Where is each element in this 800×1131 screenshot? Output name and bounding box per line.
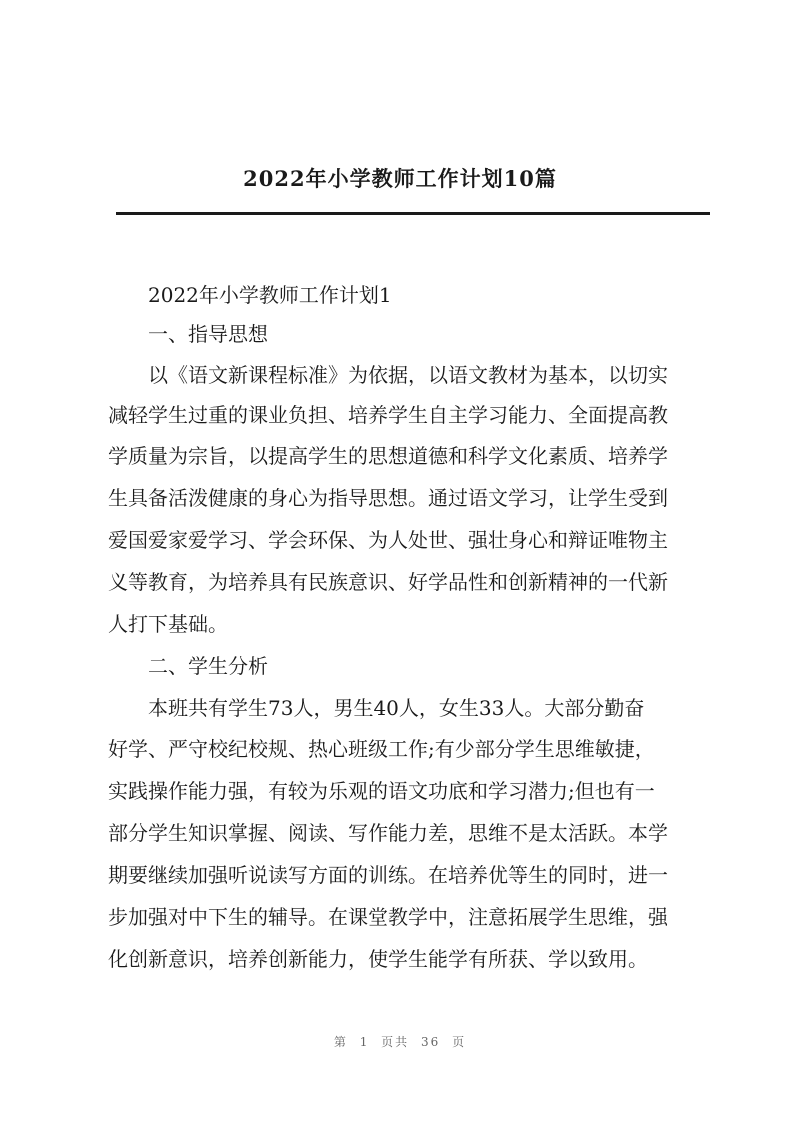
- paragraph-line: 好学、严守校纪校规、热心班级工作;有少部分学生思维敏捷，: [108, 737, 655, 761]
- paragraph-line: 化创新意识，培养创新能力，使学生能学有所获、学以致用。: [108, 947, 648, 971]
- paragraph-line: 生具备活泼健康的身心为指导思想。通过语文学习，让学生受到: [108, 486, 668, 510]
- paragraph-line: 本班共有学生73人，男生40人，女生33人。大部分勤奋: [148, 696, 645, 720]
- paragraph-line: 期要继续加强听说读写方面的训练。在培养优等生的同时，进一: [108, 863, 668, 887]
- paragraph-line: 义等教育，为培养具有民族意识、好学品性和创新精神的一代新: [108, 570, 668, 594]
- page-number-footer: 第 1 页共 36 页: [333, 1035, 467, 1049]
- paragraph-line: 步加强对中下生的辅导。在课堂教学中，注意拓展学生思维，强: [108, 905, 668, 929]
- paragraph-line: 人打下基础。: [108, 612, 228, 636]
- heading-guiding-ideology: 一、指导思想: [148, 322, 268, 346]
- document-title: 2022年小学教师工作计划10篇: [243, 166, 557, 191]
- section-title: 2022年小学教师工作计划1: [148, 283, 392, 307]
- paragraph-line: 实践操作能力强，有较为乐观的语文功底和学习潜力;但也有一: [108, 779, 655, 803]
- paragraph-line: 以《语文新课程标准》为依据，以语文教材为基本，以切实: [148, 363, 668, 387]
- paragraph-line: 减轻学生过重的课业负担、培养学生自主学习能力、全面提高教: [108, 403, 668, 427]
- title-divider: [116, 212, 710, 215]
- paragraph-line: 爱国爱家爱学习、学会环保、为人处世、强壮身心和辩证唯物主: [108, 528, 668, 552]
- paragraph-line: 学质量为宗旨，以提高学生的思想道德和科学文化素质、培养学: [108, 444, 668, 468]
- paragraph-line: 部分学生知识掌握、阅读、写作能力差，思维不是太活跃。本学: [108, 821, 668, 845]
- heading-student-analysis: 二、学生分析: [148, 654, 268, 678]
